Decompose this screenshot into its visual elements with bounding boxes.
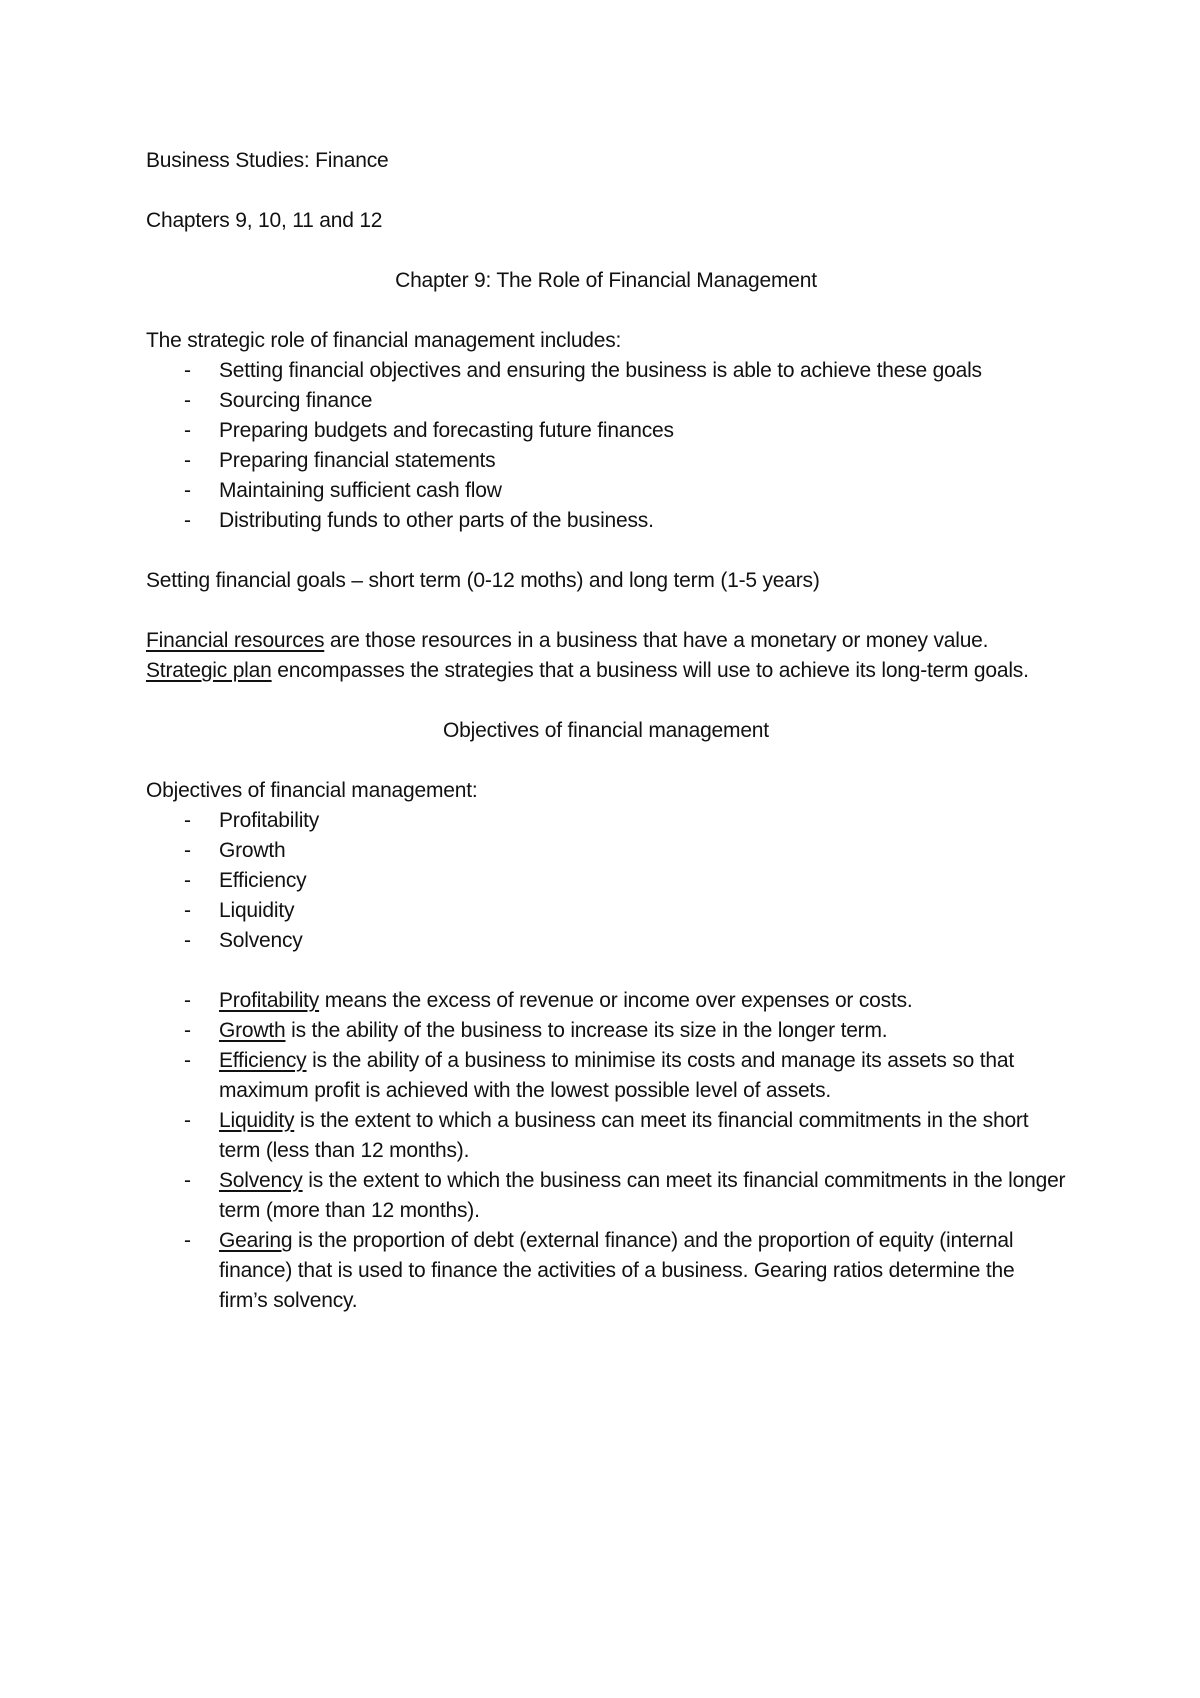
definition-text: is the proportion of debt (external finance) and the proportion of equity (internal finance) that is used to finance the activities of a business. Gearing ratios determine the firm’s solvency.: [219, 1229, 1015, 1312]
list-item: - Setting financial objectives and ensuring the business is able to achieve these goals: [146, 356, 1066, 386]
definition-text: is the extent to which the business can meet its financial commitments in the longer term (more than 12 months).: [219, 1169, 1066, 1222]
defined-term: Financial resources: [146, 629, 325, 652]
defined-term: Liquidity: [219, 1109, 295, 1132]
definition-text: is the extent to which a business can meet its financial commitments in the short term (less than 12 months).: [219, 1109, 1029, 1162]
spacer: [146, 296, 1066, 326]
list-item: - Preparing financial statements: [146, 446, 1066, 476]
document-title: Business Studies: Finance: [146, 149, 389, 172]
list-item: [146, 1166, 1066, 1226]
definition-text: means the excess of revenue or income over expenses or costs.: [319, 989, 913, 1012]
list-item: - Sourcing finance: [146, 386, 1066, 416]
definition-text: encompasses the strategies that a business will use to achieve its long-term goals.: [271, 659, 1029, 682]
list-item: [146, 1226, 1066, 1316]
list-item: [146, 1106, 1066, 1166]
document-body: [146, 146, 1066, 1316]
list-item: - Profitability: [146, 806, 1066, 836]
list-item: - Growth: [146, 836, 1066, 866]
definition-financial-resources: [146, 626, 1066, 656]
list-item: - Preparing budgets and forecasting future finances: [146, 416, 1066, 446]
definition-text: is the ability of a business to minimise its costs and manage its assets so that maximum profit is achieved with the lowest possible level of assets.: [219, 1049, 1014, 1102]
financial-goals-text: Setting financial goals – short term (0-12 moths) and long term (1-5 years): [146, 569, 820, 592]
list-item: [146, 986, 1066, 1016]
chapter-heading: Chapter 9: The Role of Financial Management: [395, 269, 817, 292]
document-subtitle: Chapters 9, 10, 11 and 12: [146, 209, 383, 232]
list-item: [146, 1016, 1066, 1046]
defined-term: Strategic plan: [146, 659, 272, 682]
definition-text: are those resources in a business that have a monetary or money value.: [324, 629, 989, 652]
list-item: - Distributing funds to other parts of the business.: [146, 506, 1066, 536]
defined-term: Gearing: [219, 1229, 293, 1252]
strategic-role-list: [146, 356, 1066, 536]
spacer: [146, 176, 1066, 206]
definition-text: is the ability of the business to increase its size in the longer term.: [285, 1019, 888, 1042]
defined-term: Solvency: [219, 1169, 303, 1192]
defined-term: Growth: [219, 1019, 286, 1042]
spacer: [146, 956, 1066, 986]
objectives-list: [146, 806, 1066, 956]
objectives-heading: Objectives of financial management: [443, 719, 769, 742]
spacer: [146, 746, 1066, 776]
objective-definitions-list: [146, 986, 1066, 1316]
defined-term: Profitability: [219, 989, 320, 1012]
defined-term: Efficiency: [219, 1049, 307, 1072]
objectives-intro: Objectives of financial management:: [146, 779, 478, 802]
list-item: - Liquidity: [146, 896, 1066, 926]
list-item: - Solvency: [146, 926, 1066, 956]
spacer: [146, 236, 1066, 266]
list-item: - Maintaining sufficient cash flow: [146, 476, 1066, 506]
definition-strategic-plan: [146, 656, 1066, 686]
strategic-role-intro: The strategic role of financial management includes:: [146, 329, 622, 352]
spacer: [146, 536, 1066, 566]
list-item: [146, 1046, 1066, 1106]
spacer: [146, 596, 1066, 626]
list-item: - Efficiency: [146, 866, 1066, 896]
spacer: [146, 686, 1066, 716]
